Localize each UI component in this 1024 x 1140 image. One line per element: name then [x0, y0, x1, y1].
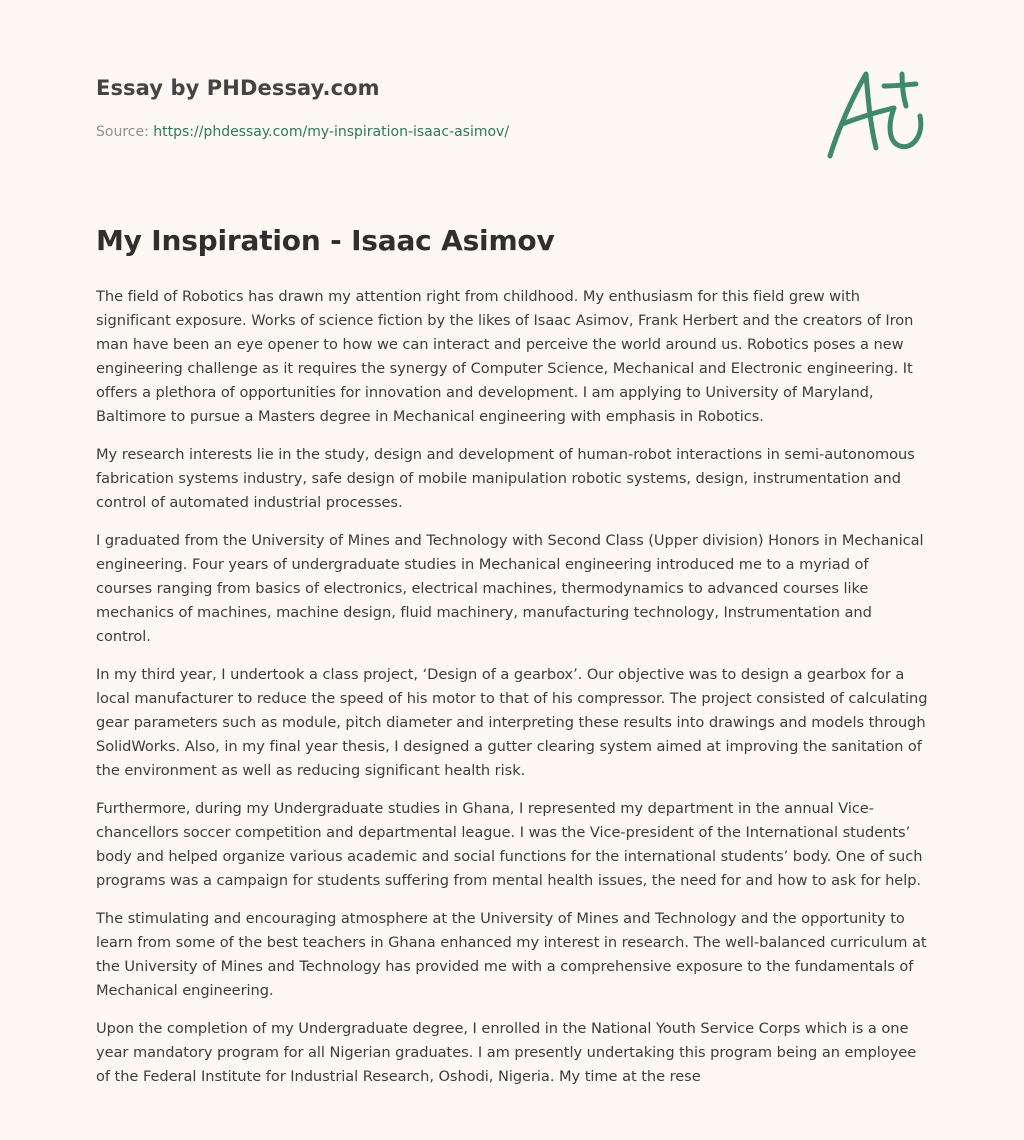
- essay-paragraph: The stimulating and encouraging atmosphere at the University of Mines and Technology and the opportunity to learn from some of the best teachers in Ghana enhanced my interest in research. The well-balanced curriculum at the University of Mines and Technology has provided me with a comprehensive exposure to the fundamentals of Mechanical engineering.: [96, 910, 927, 999]
- header: [96, 76, 928, 176]
- source-link[interactable]: https://phdessay.com/my-inspiration-isaac-asimov/: [153, 124, 510, 140]
- essay-paragraph: The field of Robotics has drawn my attention right from childhood. My enthusiasm for this field grew with significant exposure. Works of science fiction by the likes of Isaac Asimov, Frank Herbert and the creators of Iron man have been an eye opener to how we can interact and perceive the world around us. Robotics poses a new engineering challenge as it requires the synergy of Computer Science, Mechanical and Electronic engineering. It offers a plethora of opportunities for innovation and development. I am applying to University of Maryland, Baltimore to pursue a Masters degree in Mechanical engineering with emphasis in Robotics.: [96, 288, 914, 425]
- source-label: Source:: [96, 124, 154, 140]
- essay-title: My Inspiration - Isaac Asimov: [96, 224, 555, 257]
- essay-paragraph: I graduated from the University of Mines and Technology with Second Class (Upper division) Honors in Mechanical engineering. Four years of undergraduate studies in Mechanical engineering introduced me to a myriad of courses ranging from basics of electronics, electrical machines, thermodynamics to advanced courses like mechanics of machines, machine design, fluid machinery, manufacturing technology, Instrumentation and control.: [96, 532, 924, 645]
- a-plus-logo-icon: [824, 68, 928, 164]
- essay-paragraph: In my third year, I undertook a class project, ‘Design of a gearbox’. Our objective was to design a gearbox for a local manufacturer to reduce the speed of his motor to that of his compressor. The project consisted of calculating gear parameters such as module, pitch diameter and interpreting these results into drawings and models through SolidWorks. Also, in my final year thesis, I designed a gutter clearing system aimed at improving the sanitation of the environment as well as reducing significant health risk.: [96, 666, 928, 779]
- essay-paragraph: Furthermore, during my Undergraduate studies in Ghana, I represented my department in the annual Vice-chancellors soccer competition and departmental league. I was the Vice-president of the International students’ body and helped organize various academic and social functions for the international students’ body. One of such programs was a campaign for students suffering from mental health issues, the need for and how to ask for help.: [96, 800, 923, 889]
- site-brand: Essay by PHDessay.com: [96, 76, 380, 100]
- essay-body: [96, 285, 928, 1103]
- source-line: [96, 124, 509, 140]
- essay-paragraph: My research interests lie in the study, design and development of human-robot interactions in semi-autonomous fabrication systems industry, safe design of mobile manipulation robotic systems, design, instrumentation and control of automated industrial processes.: [96, 446, 915, 511]
- essay-paragraph: Upon the completion of my Undergraduate degree, I enrolled in the National Youth Service Corps which is a one year mandatory program for all Nigerian graduates. I am presently undertaking this program being an employee of the Federal Institute for Industrial Research, Oshodi, Nigeria. My time at the rese: [96, 1020, 917, 1085]
